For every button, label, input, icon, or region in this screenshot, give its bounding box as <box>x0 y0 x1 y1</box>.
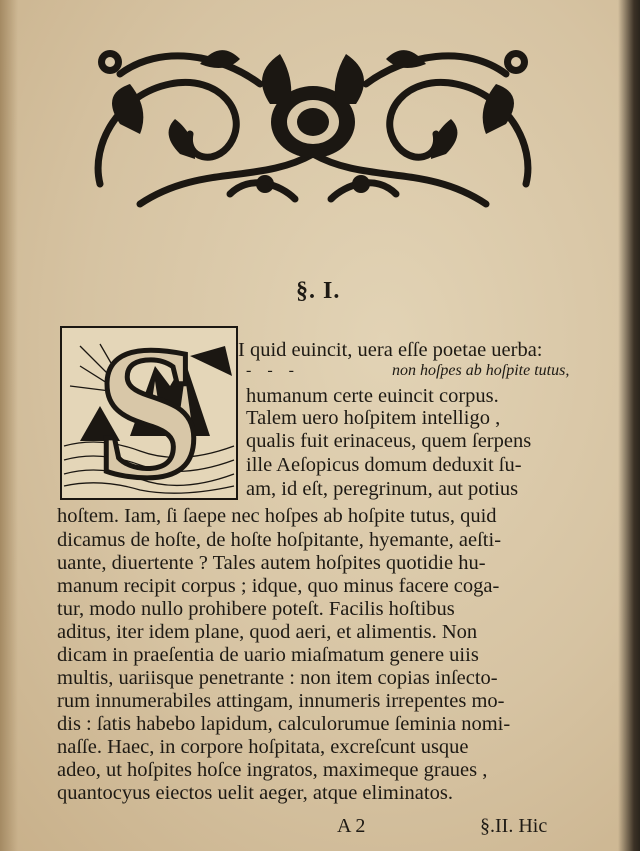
ornamental-headpiece <box>80 34 546 212</box>
section-heading: §. I. <box>296 278 341 304</box>
text-line-8: dicamus de hoſte, de hoſte hoſpitante, hyemante, aeſti- <box>57 529 502 551</box>
catchword: §.II. Hic <box>480 815 548 837</box>
drop-cap-letter: S <box>96 326 202 500</box>
page-edge-right <box>618 0 640 851</box>
text-line-18: adeo, ut hoſpites hoſce ingratos, maximeque graues , <box>57 759 488 781</box>
drop-cap-woodcut <box>60 326 238 500</box>
signature-mark: A 2 <box>337 815 366 837</box>
text-line-11: tur, modo nullo prohibere poteſt. Facilis hoſtibus <box>57 598 455 620</box>
text-line-1: I quid euincit, uera eſſe poetae uerba: <box>238 339 543 361</box>
page-edge-left <box>0 0 18 851</box>
text-line-9: uante, diuertente ? Tales autem hoſpites quotidie hu- <box>57 552 486 574</box>
text-line-4: qualis fuit erinaceus, quem ſerpens <box>246 430 532 452</box>
text-line-2: humanum certe euincit corpus. <box>246 385 499 407</box>
text-line-5: ille Aeſopicus domum deduxit ſu- <box>246 454 522 476</box>
text-line-14: multis, uariisque penetrante : non item copias inſecto- <box>57 667 498 689</box>
quote-line <box>246 362 569 380</box>
text-line-3: Talem uero hoſpitem intelligo , <box>246 407 501 429</box>
text-line-7: hoſtem. Iam, ſi ſaepe nec hoſpes ab hoſpite tutus, quid <box>57 505 497 527</box>
text-line-10: manum recipit corpus ; idque, quo minus facere coga- <box>57 575 500 597</box>
text-line-17: naſſe. Haec, in corpore hoſpitata, excreſcunt usque <box>57 736 469 758</box>
text-line-13: dicam in praeſentia de uario miaſmatum genere uiis <box>57 644 479 666</box>
quote-text: non hoſpes ab hoſpite tutus, <box>391 362 570 379</box>
text-line-19: quantocyus eiectos uelit aeger, atque eliminatos. <box>57 782 453 804</box>
text-line-6: am, id eſt, peregrinum, aut potius <box>246 478 519 500</box>
quote-dashes: - - - <box>246 362 300 379</box>
text-line-12: aditus, iter idem plane, quod aeri, et alimentis. Non <box>57 621 478 643</box>
text-line-15: rum innumerabiles attingam, innumeris irrepentes mo- <box>57 690 505 712</box>
text-line-16: dis : ſatis habebo lapidum, calculorumue ſeminia nomi- <box>57 713 511 735</box>
